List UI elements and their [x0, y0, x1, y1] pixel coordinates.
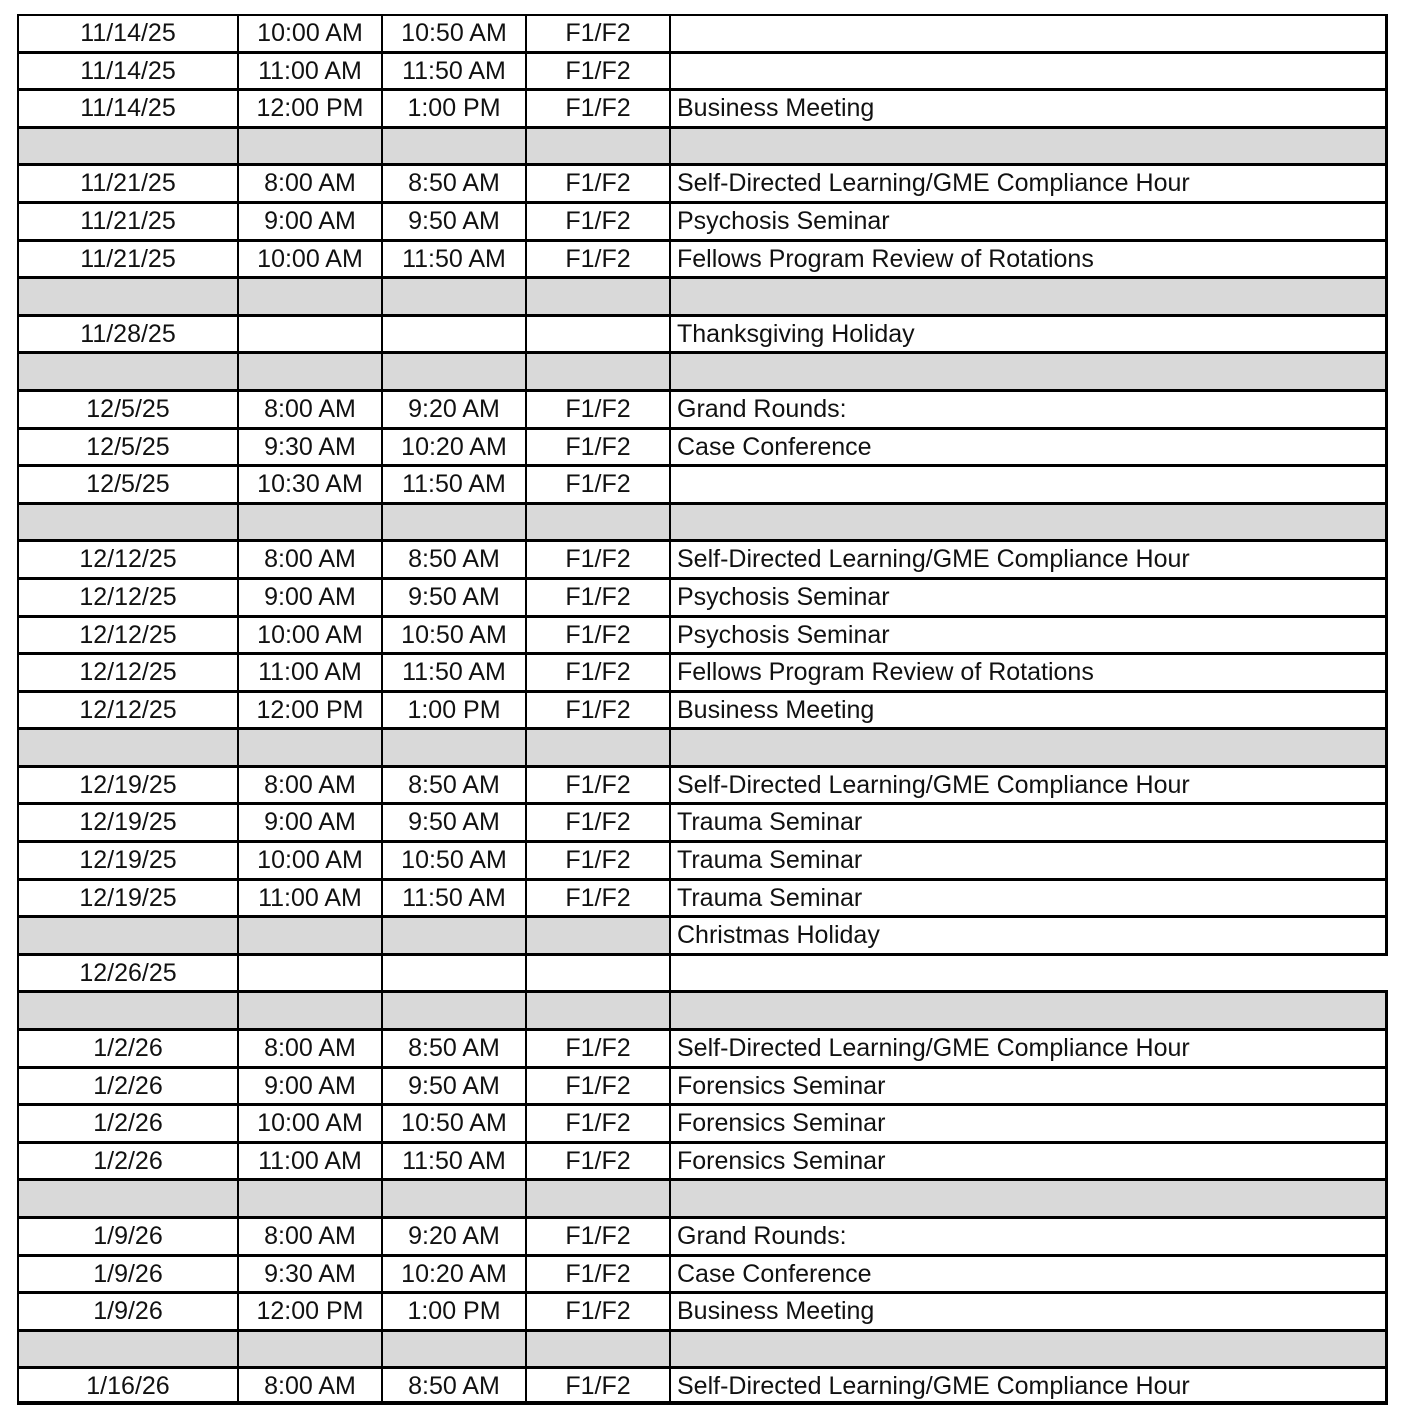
separator-row	[17, 352, 1388, 390]
start-time-cell	[237, 916, 381, 954]
start-time-cell: 12:00 PM	[237, 89, 381, 127]
date-cell: 1/9/26	[17, 1255, 237, 1293]
schedule-row	[17, 52, 1388, 90]
date-cell: 1/2/26	[17, 1029, 237, 1067]
schedule-row	[17, 1104, 1388, 1142]
start-time-cell: 10:00 AM	[237, 1104, 381, 1142]
group-cell: F1/F2	[525, 1067, 669, 1105]
end-time-cell: 9:50 AM	[381, 1067, 525, 1105]
date-cell: 12/5/25	[17, 465, 237, 503]
schedule-row	[17, 465, 1388, 503]
group-cell: F1/F2	[525, 52, 669, 90]
group-cell: F1/F2	[525, 1367, 669, 1405]
schedule-row	[17, 315, 1388, 353]
topic-cell: Case Conference	[669, 428, 1388, 466]
start-time-cell	[237, 315, 381, 353]
end-time-cell: 9:50 AM	[381, 803, 525, 841]
separator-row	[17, 127, 1388, 165]
start-time-cell: 12:00 PM	[237, 1292, 381, 1330]
group-cell: F1/F2	[525, 1104, 669, 1142]
topic-cell: Grand Rounds:	[669, 1217, 1388, 1255]
group-cell: F1/F2	[525, 766, 669, 804]
topic-cell: Forensics Seminar	[669, 1067, 1388, 1105]
schedule-row	[17, 164, 1388, 202]
date-cell: 12/19/25	[17, 766, 237, 804]
group-cell: F1/F2	[525, 202, 669, 240]
end-time-cell: 9:50 AM	[381, 202, 525, 240]
topic-cell: Business Meeting	[669, 89, 1388, 127]
topic-cell: Trauma Seminar	[669, 803, 1388, 841]
end-time-cell	[381, 277, 525, 315]
schedule-row	[17, 1292, 1388, 1330]
separator-row	[17, 991, 1388, 1029]
topic-cell: Thanksgiving Holiday	[669, 315, 1388, 353]
end-time-cell: 8:50 AM	[381, 164, 525, 202]
end-time-cell	[381, 728, 525, 766]
group-cell	[525, 1330, 669, 1368]
date-cell: 12/26/25	[17, 954, 237, 992]
start-time-cell: 9:00 AM	[237, 1067, 381, 1105]
group-cell: F1/F2	[525, 691, 669, 729]
topic-cell: Self-Directed Learning/GME Compliance Hour	[669, 164, 1388, 202]
start-time-cell: 10:00 AM	[237, 841, 381, 879]
topic-cell	[669, 954, 1388, 992]
separator-row	[17, 277, 1388, 315]
end-time-cell: 8:50 AM	[381, 766, 525, 804]
schedule-row	[17, 691, 1388, 729]
date-cell: 1/9/26	[17, 1217, 237, 1255]
topic-cell: Trauma Seminar	[669, 841, 1388, 879]
group-cell: F1/F2	[525, 653, 669, 691]
date-cell: 12/12/25	[17, 616, 237, 654]
start-time-cell: 9:00 AM	[237, 803, 381, 841]
schedule-row	[17, 879, 1388, 917]
start-time-cell	[237, 352, 381, 390]
group-cell: F1/F2	[525, 1292, 669, 1330]
schedule-row	[17, 841, 1388, 879]
group-cell: F1/F2	[525, 89, 669, 127]
schedule-row	[17, 240, 1388, 278]
topic-cell	[669, 1330, 1388, 1368]
end-time-cell	[381, 1179, 525, 1217]
date-cell	[17, 352, 237, 390]
date-cell	[17, 916, 237, 954]
start-time-cell: 12:00 PM	[237, 691, 381, 729]
schedule-row	[17, 390, 1388, 428]
end-time-cell: 10:50 AM	[381, 1104, 525, 1142]
topic-cell: Trauma Seminar	[669, 879, 1388, 917]
group-cell	[525, 991, 669, 1029]
topic-cell	[669, 465, 1388, 503]
end-time-cell	[381, 1330, 525, 1368]
topic-cell: Case Conference	[669, 1255, 1388, 1293]
date-cell: 11/21/25	[17, 164, 237, 202]
end-time-cell	[381, 127, 525, 165]
start-time-cell: 10:30 AM	[237, 465, 381, 503]
date-cell	[17, 728, 237, 766]
end-time-cell	[381, 503, 525, 541]
start-time-cell: 9:30 AM	[237, 1255, 381, 1293]
topic-cell: Self-Directed Learning/GME Compliance Hour	[669, 1367, 1388, 1405]
schedule-row	[17, 616, 1388, 654]
date-cell	[17, 991, 237, 1029]
topic-cell	[669, 991, 1388, 1029]
schedule-row	[17, 766, 1388, 804]
end-time-cell: 10:20 AM	[381, 428, 525, 466]
schedule-row	[17, 1142, 1388, 1180]
group-cell	[525, 1179, 669, 1217]
separator-row	[17, 503, 1388, 541]
group-cell: F1/F2	[525, 803, 669, 841]
schedule-table	[17, 14, 1388, 1405]
topic-cell: Forensics Seminar	[669, 1142, 1388, 1180]
schedule-row	[17, 1067, 1388, 1105]
topic-cell	[669, 277, 1388, 315]
start-time-cell: 9:30 AM	[237, 428, 381, 466]
start-time-cell: 8:00 AM	[237, 766, 381, 804]
date-cell: 1/2/26	[17, 1104, 237, 1142]
date-cell	[17, 503, 237, 541]
end-time-cell	[381, 916, 525, 954]
schedule-row	[17, 540, 1388, 578]
end-time-cell: 1:00 PM	[381, 1292, 525, 1330]
schedule-row	[17, 202, 1388, 240]
end-time-cell	[381, 954, 525, 992]
start-time-cell: 10:00 AM	[237, 240, 381, 278]
end-time-cell: 8:50 AM	[381, 1029, 525, 1067]
schedule-row	[17, 954, 1388, 992]
topic-cell: Psychosis Seminar	[669, 202, 1388, 240]
schedule-row	[17, 1367, 1388, 1405]
end-time-cell: 10:50 AM	[381, 616, 525, 654]
topic-cell	[669, 52, 1388, 90]
date-cell: 12/12/25	[17, 691, 237, 729]
start-time-cell	[237, 1179, 381, 1217]
group-cell: F1/F2	[525, 1255, 669, 1293]
group-cell: F1/F2	[525, 428, 669, 466]
group-cell: F1/F2	[525, 841, 669, 879]
group-cell	[525, 954, 669, 992]
topic-cell	[669, 1179, 1388, 1217]
topic-cell: Christmas Holiday	[669, 916, 1388, 954]
topic-cell: Forensics Seminar	[669, 1104, 1388, 1142]
end-time-cell: 10:50 AM	[381, 841, 525, 879]
date-cell: 1/16/26	[17, 1367, 237, 1405]
date-cell: 11/21/25	[17, 202, 237, 240]
end-time-cell: 9:20 AM	[381, 390, 525, 428]
topic-cell: Business Meeting	[669, 691, 1388, 729]
start-time-cell: 10:00 AM	[237, 14, 381, 52]
separator-row	[17, 916, 1388, 954]
topic-cell	[669, 14, 1388, 52]
topic-cell	[669, 352, 1388, 390]
group-cell: F1/F2	[525, 390, 669, 428]
end-time-cell: 11:50 AM	[381, 465, 525, 503]
end-time-cell: 8:50 AM	[381, 1367, 525, 1405]
date-cell: 11/28/25	[17, 315, 237, 353]
start-time-cell: 8:00 AM	[237, 1029, 381, 1067]
group-cell: F1/F2	[525, 616, 669, 654]
group-cell: F1/F2	[525, 540, 669, 578]
group-cell: F1/F2	[525, 1217, 669, 1255]
start-time-cell: 8:00 AM	[237, 1367, 381, 1405]
group-cell: F1/F2	[525, 578, 669, 616]
group-cell	[525, 916, 669, 954]
start-time-cell: 11:00 AM	[237, 879, 381, 917]
schedule-row	[17, 803, 1388, 841]
date-cell: 12/19/25	[17, 879, 237, 917]
end-time-cell: 10:50 AM	[381, 14, 525, 52]
topic-cell: Business Meeting	[669, 1292, 1388, 1330]
separator-row	[17, 728, 1388, 766]
schedule-row	[17, 428, 1388, 466]
date-cell: 1/2/26	[17, 1142, 237, 1180]
topic-cell: Self-Directed Learning/GME Compliance Hour	[669, 766, 1388, 804]
date-cell: 12/12/25	[17, 540, 237, 578]
topic-cell: Self-Directed Learning/GME Compliance Hour	[669, 1029, 1388, 1067]
group-cell	[525, 352, 669, 390]
date-cell: 12/12/25	[17, 578, 237, 616]
date-cell: 1/9/26	[17, 1292, 237, 1330]
start-time-cell	[237, 991, 381, 1029]
topic-cell	[669, 728, 1388, 766]
group-cell: F1/F2	[525, 14, 669, 52]
date-cell: 11/14/25	[17, 52, 237, 90]
topic-cell: Psychosis Seminar	[669, 616, 1388, 654]
start-time-cell	[237, 277, 381, 315]
group-cell	[525, 277, 669, 315]
separator-row	[17, 1179, 1388, 1217]
date-cell	[17, 127, 237, 165]
start-time-cell: 8:00 AM	[237, 1217, 381, 1255]
start-time-cell: 11:00 AM	[237, 52, 381, 90]
topic-cell: Fellows Program Review of Rotations	[669, 653, 1388, 691]
start-time-cell	[237, 954, 381, 992]
topic-cell: Grand Rounds:	[669, 390, 1388, 428]
start-time-cell: 8:00 AM	[237, 390, 381, 428]
start-time-cell	[237, 127, 381, 165]
schedule-row	[17, 1217, 1388, 1255]
start-time-cell	[237, 1330, 381, 1368]
start-time-cell	[237, 728, 381, 766]
group-cell	[525, 127, 669, 165]
topic-cell: Fellows Program Review of Rotations	[669, 240, 1388, 278]
end-time-cell: 1:00 PM	[381, 89, 525, 127]
end-time-cell: 11:50 AM	[381, 240, 525, 278]
group-cell	[525, 728, 669, 766]
end-time-cell: 11:50 AM	[381, 1142, 525, 1180]
date-cell: 12/19/25	[17, 841, 237, 879]
start-time-cell	[237, 503, 381, 541]
schedule-row	[17, 653, 1388, 691]
start-time-cell: 9:00 AM	[237, 578, 381, 616]
topic-cell: Self-Directed Learning/GME Compliance Hour	[669, 540, 1388, 578]
topic-cell	[669, 127, 1388, 165]
end-time-cell	[381, 991, 525, 1029]
start-time-cell: 8:00 AM	[237, 164, 381, 202]
date-cell: 12/5/25	[17, 390, 237, 428]
date-cell: 1/2/26	[17, 1067, 237, 1105]
date-cell: 12/12/25	[17, 653, 237, 691]
date-cell	[17, 277, 237, 315]
group-cell: F1/F2	[525, 164, 669, 202]
end-time-cell	[381, 352, 525, 390]
date-cell: 11/21/25	[17, 240, 237, 278]
end-time-cell: 10:20 AM	[381, 1255, 525, 1293]
start-time-cell: 11:00 AM	[237, 1142, 381, 1180]
end-time-cell	[381, 315, 525, 353]
start-time-cell: 8:00 AM	[237, 540, 381, 578]
date-cell: 11/14/25	[17, 14, 237, 52]
end-time-cell: 1:00 PM	[381, 691, 525, 729]
schedule-row	[17, 89, 1388, 127]
start-time-cell: 9:00 AM	[237, 202, 381, 240]
end-time-cell: 11:50 AM	[381, 52, 525, 90]
topic-cell	[669, 503, 1388, 541]
date-cell: 11/14/25	[17, 89, 237, 127]
group-cell: F1/F2	[525, 879, 669, 917]
group-cell: F1/F2	[525, 240, 669, 278]
date-cell: 12/5/25	[17, 428, 237, 466]
separator-row	[17, 1330, 1388, 1368]
group-cell: F1/F2	[525, 465, 669, 503]
end-time-cell: 8:50 AM	[381, 540, 525, 578]
group-cell	[525, 315, 669, 353]
date-cell	[17, 1179, 237, 1217]
schedule-row	[17, 1255, 1388, 1293]
group-cell	[525, 503, 669, 541]
group-cell: F1/F2	[525, 1029, 669, 1067]
start-time-cell: 10:00 AM	[237, 616, 381, 654]
group-cell: F1/F2	[525, 1142, 669, 1180]
date-cell	[17, 1330, 237, 1368]
schedule-row	[17, 578, 1388, 616]
schedule-row	[17, 1029, 1388, 1067]
schedule-row	[17, 14, 1388, 52]
date-cell: 12/19/25	[17, 803, 237, 841]
end-time-cell: 11:50 AM	[381, 879, 525, 917]
topic-cell: Psychosis Seminar	[669, 578, 1388, 616]
start-time-cell: 11:00 AM	[237, 653, 381, 691]
end-time-cell: 9:20 AM	[381, 1217, 525, 1255]
end-time-cell: 9:50 AM	[381, 578, 525, 616]
end-time-cell: 11:50 AM	[381, 653, 525, 691]
